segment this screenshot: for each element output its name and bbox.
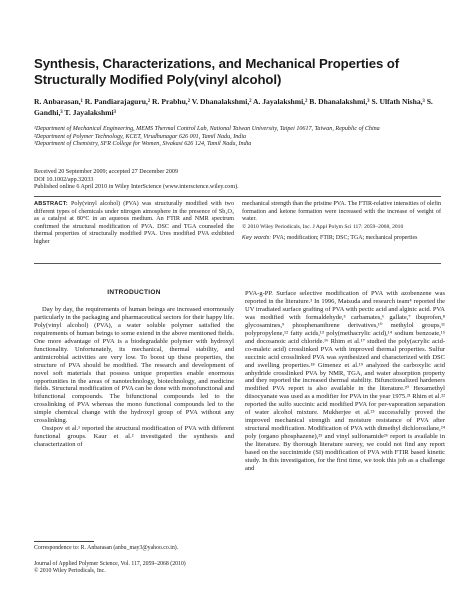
intro-paragraph-1: Day by day, the requirements of human beings are increased enormously particularly in the packaging and pharmaceutical sectors for their happy life. Poly(vinyl alcohol) (PVA), a water soluble polymer satisfied the requirements of human beings to some extend in the above mentioned fields. One more advantage of PVA is a biodegradable polymer with hydroxyl functionality. Unfortunately, its mechanical, thermal stability, and antimicrobial activities are very low. To boost up these properties, the structure of PVA should be modified. The research and development of novel soft materials that possess unique properties enable enormous opportunities in the areas of nanotechnology, biotechnology, and medicine fields. Structural modification of PVA can be done with monofunctional and bifunctional compounds. The bifunctional compounds led to the crosslinking of PVA whereas the mono functional compounds led to the simple chemical change with the hydroxyl group of PVA without any crosslinking.: [34, 305, 235, 425]
abstract: [34, 196, 441, 264]
body-left-column: [34, 289, 234, 449]
abstract-copyright: © 2010 Wiley Periodicals, Inc. J Appl Polym Sci 117: 2059–2068, 2010: [242, 223, 404, 230]
footnote-divider: [34, 541, 94, 542]
journal-name: Journal of Applied Polymer Science, Vol. 117, 2059–2068 (2010): [34, 561, 186, 567]
journal-citation: [34, 561, 234, 576]
published-online: Published online 6 April 2010 in Wiley InterScience (www.interscience.wiley.com).: [34, 184, 239, 191]
correspondence-footnote: Correspondence to: R. Anbarasan (anbu_may3@yahoo.co.in).: [34, 545, 179, 551]
keywords: [242, 235, 441, 242]
keywords-list: PVA; modification; FTIR; DSC; TGA; mechanical properties: [272, 234, 418, 241]
author-list: R. Anbarasan,¹ R. Pandiarajaguru,² R. Prabhu,² V. Dhanalakshmi,² A. Jayalakshmi,² B. Dhanalakshmi,³ S. Ulfath Nisha,³ S. Gandhi,³ T. Jayalakshmi³: [34, 97, 433, 117]
affiliation-3: ³Department of Chemistry, SFR College for Women, Sivakasi 626 124, Tamil Nadu, India: [34, 141, 252, 148]
abstract-label: ABSTRACT:: [34, 201, 68, 207]
abstract-text-left: Poly(vinyl alcohol) (PVA) was structurally modified with two different types of chemicals under nitrogen atmosphere in the presence of Sb₂O₃ as a catalyst at 80°C in an aqueous medium. An FTIR and NMR spectrum confirmed the structural modification of PVA. DSC and TGA counseled the thermal properties of structurally modified PVA. Ures modified PVA exhibited higher: [34, 201, 234, 245]
journal-copyright: © 2010 Wiley Periodicals, Inc.: [34, 568, 106, 575]
abstract-left-column: [34, 201, 234, 246]
affiliation-1: ¹Department of Mechanical Engineering, MEMS Thermal Control Lab, National Taiwan University, Taipei 10617, Taiwan, Republic of China: [34, 126, 380, 132]
body-right-column: [245, 290, 445, 473]
intro-paragraph-2: Ossipov et al.¹ reported the structural modification of PVA with different functional groups. Kaur et al.² investigated the synthesis and characterization of: [34, 425, 234, 449]
affiliations: [34, 126, 449, 149]
keywords-label: Key words:: [242, 234, 272, 241]
abstract-text-right: mechanical strength than the pristine PVA. The FTIR-relative intensities of olefin formation and ketone formation were increased with the increase of weight of water.: [242, 201, 441, 223]
intro-paragraph-3: PVA-g-PP. Surface selective modification of PVA with azobenzene was reported in the literature.³ In 1996, Matsuda and research team⁴ reported the UV irradiated surface grafting of PVA with pectic acid and alginic acid. PVA was modified with formaldehyde,⁵ carbamates,⁶ gallate,⁷ ibuprofen,⁸ glycosamines,⁹ phosphenanthrene derivatives,¹⁰ methylol groups,¹¹ polypropylene,¹² fatty acids,¹³ poly(methacrylic acid),¹⁴ sodium benzoate,¹⁵ and docosanoic acid chloride.¹⁶ Rhim et al.¹⁷ studied the poly(acrylic acid-co-maleic acid) crosslinked PVA with improved thermal properties. Sulfur succinic acid crosslinked PVA was synthesized and characterized with DSC and swelling properties.¹⁸ Gimenez et al.¹⁹ analyzed the carboxylic acid anhydride crosslinked PVA by NMR, TGA, and water absorption property and they reported the increased thermal stability. Bifunctionalized hardeners modified PVA report is also available in the literature.²⁰ Hexamethyl diisocyanate was used as a modifier for PVA in the year 1975.²¹ Rhim et al.²² reported the sulfo succinic acid modified PVA for per-vaporation separation of water alcohol mixture. Mukherjee et al.²³ successfully proved the improved mechanical strength and moisture resistance of PVA after structural modification. Modification of PVA with dimethyl dichlorosilane,²⁴ poly (organo phosphazene),²⁵ and vinyl sulfonamide²⁶ report is available in the literature. By thorough literature survey, we could not find any report based on the succinimide (SI) modification of PVA with FTIR based kinetic study. In this investigation, for the first time, we took this job as a challenge and: [245, 290, 445, 472]
publication-dates: [34, 169, 449, 192]
received-accepted: Received 20 September 2009; accepted 27 December 2009: [34, 169, 178, 175]
abstract-right-column: [242, 201, 441, 242]
section-heading-introduction: INTRODUCTION: [107, 289, 161, 296]
paper-title: Synthesis, Characterizations, and Mechanical Properties of Structurally Modified Poly(vinyl alcohol): [34, 56, 400, 87]
doi: DOI 10.1002/app.32033: [34, 176, 94, 183]
affiliation-2: ²Department of Polymer Technology, KCET, Virudhunagar 626 001, Tamil Nadu, India: [34, 133, 247, 140]
